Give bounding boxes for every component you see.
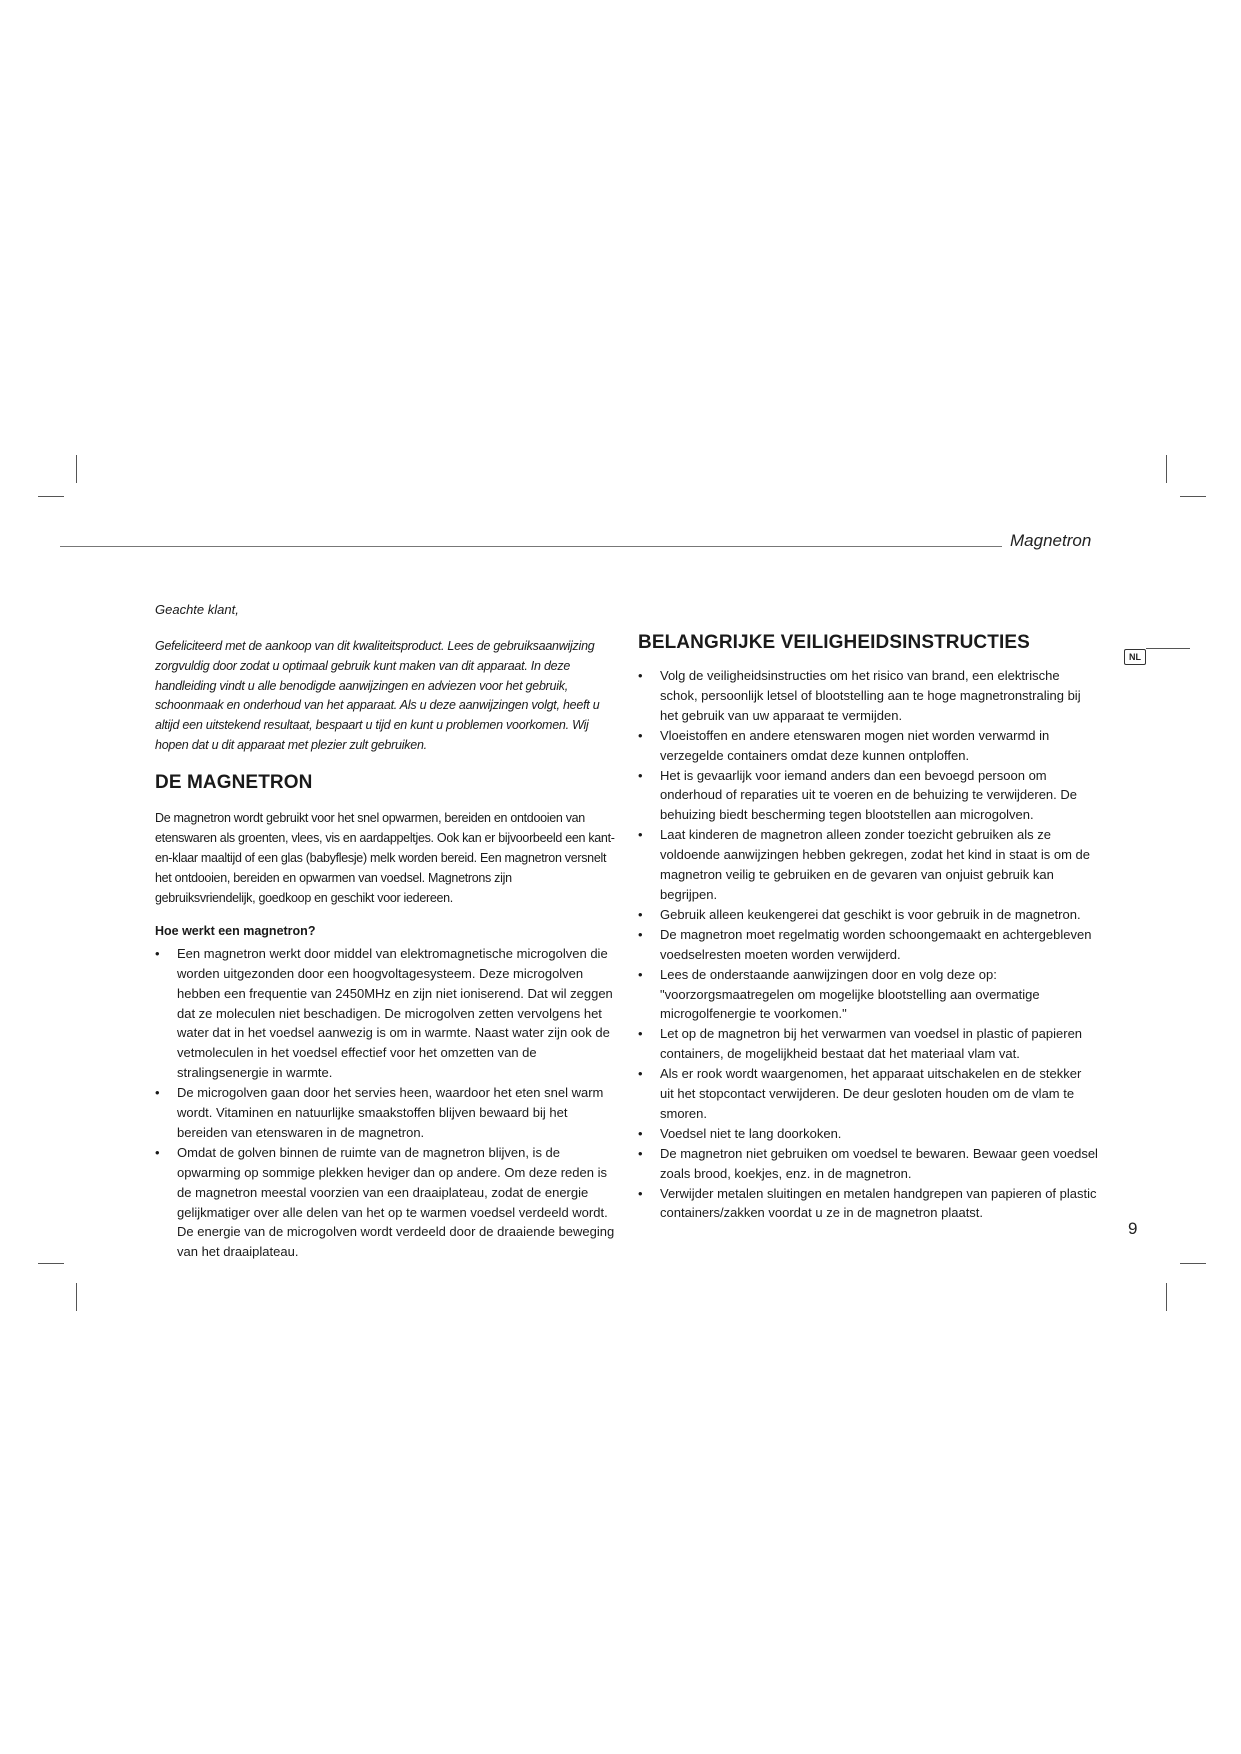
list-item: • Vloeistoffen en andere etenswaren mogen niet worden verwarmd in verzegelde containers omdat deze kunnen ontploffen.	[638, 726, 1098, 766]
page-number: 9	[1128, 1219, 1138, 1238]
list-item: • Verwijder metalen sluitingen en metalen handgrepen van papieren of plastic containers/zakken voordat u ze in de magnetron plaatst.	[638, 1184, 1098, 1224]
crop-mark	[38, 496, 64, 497]
list-item: • De magnetron niet gebruiken om voedsel te bewaren. Bewaar geen voedsel zoals brood, koekjes, enz. in de magnetron.	[638, 1144, 1098, 1184]
right-column	[638, 632, 1098, 1223]
crop-mark	[1180, 496, 1206, 497]
safety-list	[638, 666, 1098, 1223]
crop-mark	[38, 1263, 64, 1264]
list-item: • De microgolven gaan door het servies heen, waardoor het eten snel warm wordt. Vitaminen en natuurlijke smaakstoffen blijven bewaard bij het bereiden van etenswaren in de magnetron.	[155, 1083, 615, 1143]
header-title: Magnetron	[1010, 531, 1092, 550]
crop-mark	[1166, 455, 1167, 483]
subheading: Hoe werkt een magnetron?	[155, 923, 316, 938]
safety-title: BELANGRIJKE VEILIGHEIDSINSTRUCTIES	[638, 632, 1030, 653]
crop-mark	[76, 1283, 77, 1311]
list-item: • Als er rook wordt waargenomen, het apparaat uitschakelen en de stekker uit het stopcontact verwijderen. De deur gesloten houden om de vlam te smoren.	[638, 1064, 1098, 1124]
header-rule	[60, 546, 1002, 547]
list-item: • Let op de magnetron bij het verwarmen van voedsel in plastic of papieren containers, de mogelijkheid bestaat dat het materiaal vlam vat.	[638, 1024, 1098, 1064]
language-badge: NL	[1124, 649, 1146, 665]
crop-mark	[1180, 1263, 1206, 1264]
section-title: DE MAGNETRON	[155, 771, 313, 793]
list-item: • Voedsel niet te lang doorkoken.	[638, 1124, 1098, 1144]
crop-mark	[1166, 1283, 1167, 1311]
greeting: Geachte klant,	[155, 602, 239, 617]
section-text: De magnetron wordt gebruikt voor het snel opwarmen, bereiden en ontdooien van etenswaren als groenten, vlees, vis en aardappeltjes. Ook kan er bijvoorbeeld een kant-en-klaar maaltijd of een glas (babyflesje) melk worden bereid. Een magnetron versnelt het ontdooien, bereiden en opwarmen van voedsel. Magnetrons zijn gebruiksvriendelijk, goedkoop en geschikt voor iedereen.	[155, 810, 615, 905]
how-it-works-list	[155, 944, 615, 1263]
left-column	[155, 600, 615, 1262]
list-item: • Het is gevaarlijk voor iemand anders dan een bevoegd persoon om onderhoud of reparaties uit te voeren en de behuizing te verwijderen. De behuizing biedt bescherming tegen blootstellen aan microgolven.	[638, 766, 1098, 826]
list-item: • De magnetron moet regelmatig worden schoongemaakt en achtergebleven voedselresten moeten worden verwijderd.	[638, 925, 1098, 965]
list-item: • Omdat de golven binnen de ruimte van de magnetron blijven, is de opwarming op sommige plekken heviger dan op andere. Om deze reden is de magnetron meestal voorzien van een draaiplateau, zodat de energie gelijkmatiger over alle delen van het op te warmen voedsel verdeeld wordt. De energie van de microgolven wordt verdeeld door de draaiende beweging van het draaiplateau.	[155, 1143, 615, 1262]
list-item: • Gebruik alleen keukengerei dat geschikt is voor gebruik in de magnetron.	[638, 905, 1098, 925]
crop-mark	[76, 455, 77, 483]
list-item: • Laat kinderen de magnetron alleen zonder toezicht gebruiken als ze voldoende aanwijzingen hebben gekregen, zodat het kind in staat is om de magnetron veilig te gebruiken en de gevaren van onjuist gebruik kan begrijpen.	[638, 825, 1098, 905]
list-item: • Een magnetron werkt door middel van elektromagnetische microgolven die worden uitgezonden door een hoogvoltagesysteem. Deze microgolven hebben een frequentie van 2450MHz en zijn niet ioniserend. Dat wil zeggen dat ze moleculen niet beschadigen. De microgolven zetten vervolgens het water dat in het voedsel aanwezig is om in warmte. Naast water zijn ook de vetmoleculen in het voedsel effectief voor het omzetten van de stralingsenergie in warmte.	[155, 944, 615, 1083]
list-item: • Volg de veiligheidsinstructies om het risico van brand, een elektrische schok, persoonlijk letsel of blootstelling aan te hoge magnetronstraling bij het gebruik van uw apparaat te vermijden.	[638, 666, 1098, 726]
language-badge-rule	[1146, 648, 1190, 649]
list-item: • Lees de onderstaande aanwijzingen door en volg deze op: "voorzorgsmaatregelen om mogelijke blootstelling aan overmatige microgolfenergie te voorkomen."	[638, 965, 1098, 1025]
intro-text: Gefeliciteerd met de aankoop van dit kwaliteitsproduct. Lees de gebruiksaanwijzing zorgvuldig door zodat u optimaal gebruik kunt maken van dit apparaat. In deze handleiding vindt u alle benodigde aanwijzingen en adviezen voor het gebruik, schoonmaak en onderhoud van het apparaat. Als u deze aanwijzingen volgt, heeft u altijd een uitstekend resultaat, bespaart u tijd en kunt u problemen voorkomen. Wij hopen dat u dit apparaat met plezier zult gebruiken.	[155, 639, 600, 752]
